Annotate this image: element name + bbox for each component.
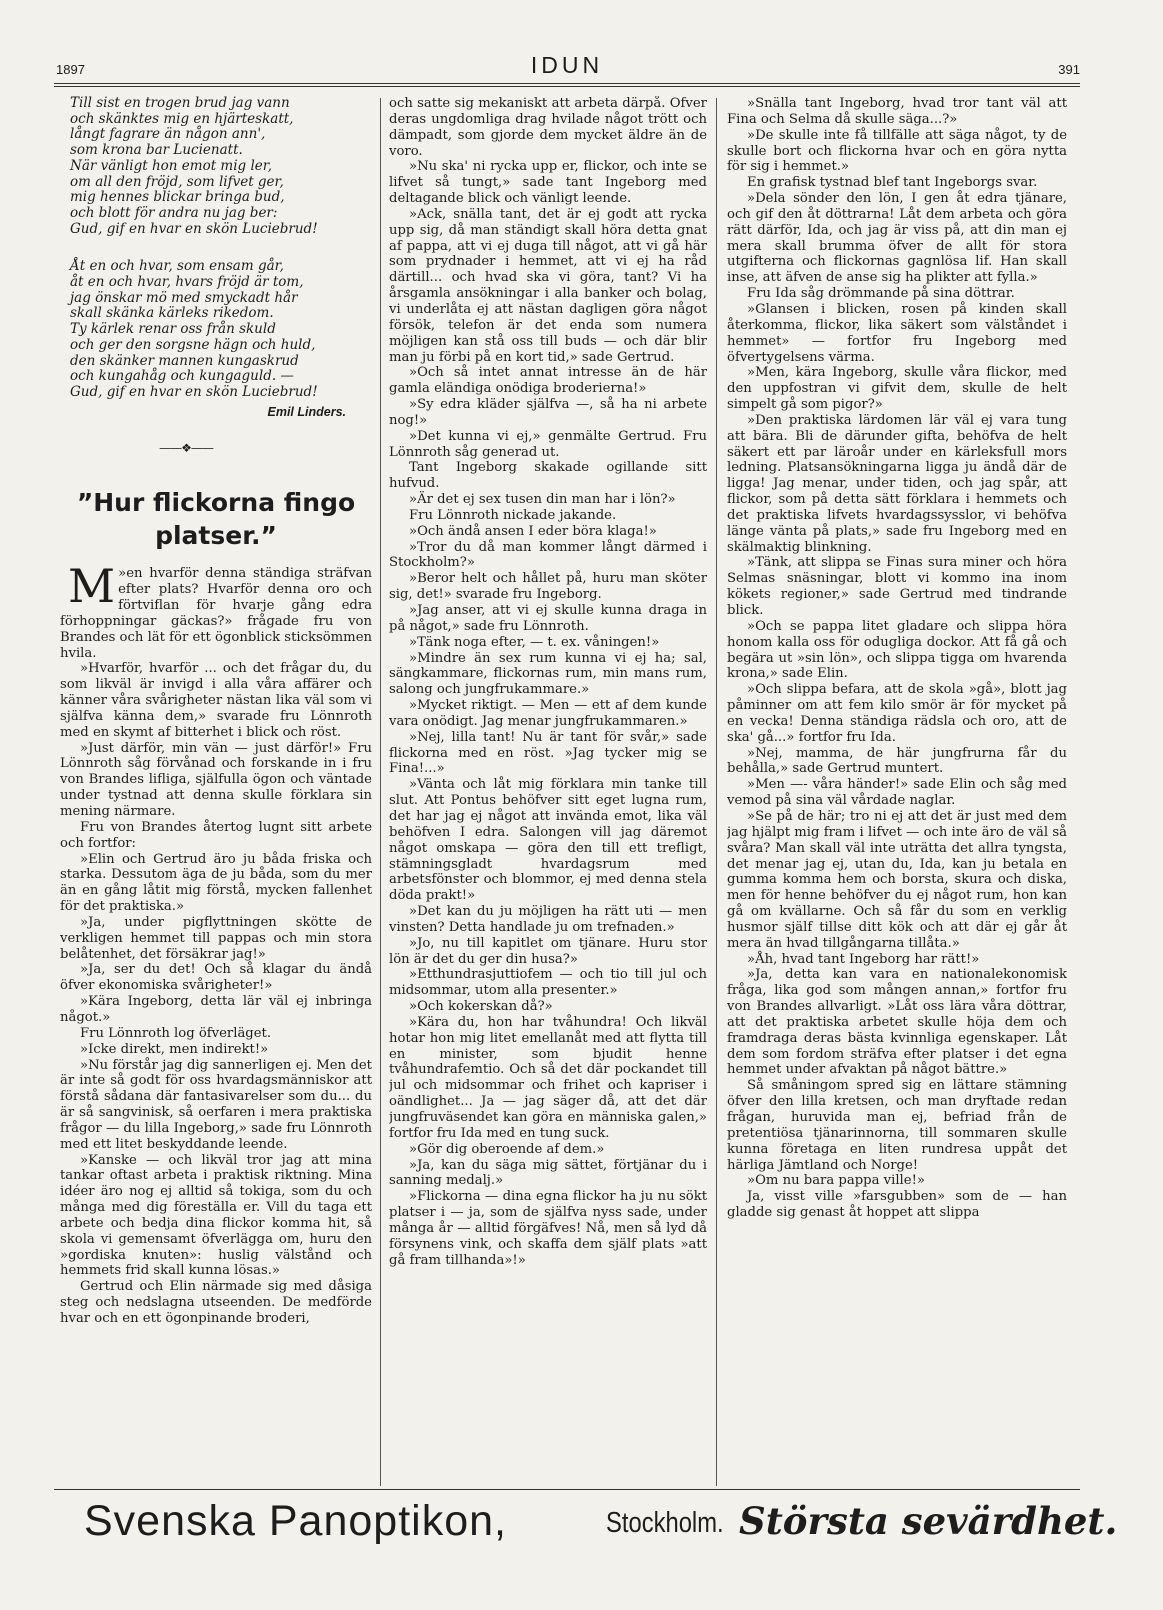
paragraph: »Är det ej sex tusen din man har i lön?» xyxy=(409,492,676,508)
paragraph: »Och så intet annat intresse än de här gamla eländiga onödiga broderierna!» xyxy=(389,365,707,397)
poem-line: När vänligt hon emot mig ler, xyxy=(70,157,273,174)
paragraph: »Se på de här; tro ni ej att det är just med dem jag hjälpt mig fram i lifvet — och inte äro de väl så svåra? Man skall väl inte uträtta det allra tyngsta, det menar jag ej, utan du, Ida, kan ju betala en gumma komma hem och borsta, skura och diska, men för henne behöfver du ej något rum, hon kan gå om kvällarne. Och så får du som en verklig husmor själf tillse ditt kök och att där ej går åt mera än hvad tillgångarna tillåta.» xyxy=(727,808,1067,951)
paragraph: »Men —- våra händer!» sade Elin och såg med vemod på sina väl vårdade naglar. xyxy=(727,777,1067,809)
paragraph: »Ack, snälla tant, det är ej godt att rycka upp sig, då man ständigt skall höra detta gnat af pappa, att vi ej duga till något, att vi gå här som prydnader i hemmet, att vi ej ha råd därtill... och hvad ska vi göra, tant? Vi ha årsgamla ansökningar i alla banker och bolag, vi underlåta ej att nästan dagligen göra något försök, telefon är det enda som numera möjligen kan stå oss till buds — och där blir man ju förbi på en kort tid,» sade Gertrud. xyxy=(389,206,707,365)
paragraph: »Ja, ser du det! Och så klagar du ändå öfver ekonomiska svårigheter!» xyxy=(60,962,372,994)
paragraph: Fru Lönnroth nickade jakande. xyxy=(409,507,617,523)
poem-line: Till sist en trogen brud jag vann xyxy=(70,96,290,111)
paragraph: »Men, kära Ingeborg, skulle våra flickor, med den uppfostran vi gifvit dem, skulle de helt simpelt gå som pigor?» xyxy=(727,365,1067,413)
paragraph: »Hvarför, hvarför ... och det frågar du, du som likväl är invigd i alla våra affärer och känner våra svårigheter nästan lika väl som vi själfva känna dem,» svarade fru Lönnroth med en skymt af bitterhet i blick och röst. xyxy=(60,661,372,740)
paragraph: »Det kunna vi ej,» genmälte Gertrud. Fru Lönnroth såg generad ut. xyxy=(389,428,707,460)
paragraph: Fru Lönnroth log öfverläget. xyxy=(80,1025,272,1041)
paragraph: »Flickorna — dina egna flickor ha ju nu sökt platser i — ja, som de själfva nyss sade, under många år — alltid förgäfves! Nå, men så lyd då försynens vink, och skaffa dem själf plats »att gå fram tillhanda»!» xyxy=(389,1189,707,1268)
opening-quote-mark: » xyxy=(118,566,127,582)
paragraph: »Jo, nu till kapitlet om tjänare. Huru stor lön är det du ger din husa?» xyxy=(389,935,707,967)
paragraph: »De skulle inte få tillfälle att säga något, ty de skulle bort och flickorna hvar och en göra nytta för sig i hemmet.» xyxy=(727,127,1067,175)
paragraph: »Sy edra kläder själfva —, så ha ni arbete nog!» xyxy=(389,397,707,428)
ornament-divider: ——❖—— xyxy=(159,440,213,455)
poem-line: om all den fröjd, som lifvet ger, xyxy=(70,173,284,190)
paragraph: »Dela sönder den lön, I gen åt edra tjänare, och gif den åt döttrarna! Låt dem arbeta och göra rätt därför, Ida, och jag är viss på, att din man ej mera skall brumma öfver de allt för stora utgifterna och flickornas gagnlösa lif. Han skall inse, att äfven de anse sig ha plikter att fylla.» xyxy=(727,191,1067,286)
paragraph: En grafisk tystnad blef tant Ingeborgs svar. xyxy=(747,175,1038,191)
poem-line: Ty kärlek renar oss från skuld xyxy=(70,321,276,338)
paragraph: »Ja, detta kan vara en nationalekonomisk fråga, lika god som mången annan,» fortfor fru von Brandes allvarligt. »Låt oss lära våra döttrar, att det praktiska arbetet skulle höja dem och framdraga deras bästa kvinnliga egenskaper. Låt dem som fordom sträfva efter platser i det egna hemmet under afvaktan på något bättre.» xyxy=(727,967,1067,1078)
article-opening-paragraph: » M en hvarför denna ständiga sträfvan efter plats? Hvarför denna oro och förtviflan för hvarje gång edra förhoppningar gäckas?» frågade fru von Brandes och lät för ett ögonblick sticksömmen hvila. xyxy=(60,559,372,661)
poem-line: åt en och hvar, hvars fröjd är tom, xyxy=(70,274,304,291)
paragraph: »Icke direkt, men indirekt!» xyxy=(80,1041,269,1057)
paragraph: Fru von Brandes återtog lugnt sitt arbete och fortfor: xyxy=(60,819,372,851)
paragraph: »Tänk, att slippa se Finas sura miner och höra Selmas snäsningar, blott vi kommo ina inom kökets regioner,» sade Gertrud med tindrande blick. xyxy=(727,555,1067,618)
poem-line: den skänker mannen kungaskrud xyxy=(70,352,299,369)
paragraph: »Nej, mamma, de här jungfrurna får du behålla,» sade Gertrud muntert. xyxy=(727,745,1067,777)
poem-line: som krona bar Lucienatt. xyxy=(70,142,243,159)
paragraph: »Kanske — och likväl tror jag att mina tankar oftast arbeta i praktisk riktning. Mina idéer äro nog ej alltid så tokiga, som du och många med dig föreställa er. Vill du taga ett arbete och bedja dina flickor komma hit, så skola vi gemensamt öfverlägga om, huru den »gordiska knuten»: huslig välstånd och hemmets frid skall kunna lösas.» xyxy=(60,1152,372,1279)
column-divider xyxy=(716,98,717,1486)
paragraph: »Kära Ingeborg, detta lär väl ej inbringa något.» xyxy=(60,994,372,1025)
poem xyxy=(70,96,372,401)
poem-line: skall skänka kärleks rikedom. xyxy=(70,305,274,322)
advertisement-footer xyxy=(54,1497,1118,1557)
paragraph: »Den praktiska lärdomen lär väl ej vara tung att bära. Bli de därunder gifta, behöfva de helt säkert ett par läroår under en kärleksfull mors ledning. Platsansökningarna ligga ju ändå där de ligga! Jag menar, under tiden, och jag spår, att flickor, som på detta sätt förklara i hemmets och det praktiska lifvets hvardagssysslor, vi behöfva länge vänta på plats,» sade fru Ingeborg med en skälmaktig blinkning. xyxy=(727,412,1067,555)
poem-line: Gud, gif en hvar en skön Luciebrud! xyxy=(70,220,318,237)
column-divider xyxy=(380,98,381,1486)
paragraph: »Snälla tant Ingeborg, hvad tror tant väl att Fina och Selma då skulle säga...?» xyxy=(727,96,1067,127)
paragraph: »Nej, lilla tant! Nu är tant för svår,» sade flickorna med en röst. »Jag tycker mig se Fina!...» xyxy=(389,729,707,777)
poem-line: och skänktes mig en hjärteskatt, xyxy=(70,110,294,127)
paragraph: »Nu ska' ni rycka upp er, flickor, och inte se lifvet så tungt,» sade tant Ingeborg med deltagande blick och vänligt leende. xyxy=(389,159,707,207)
paragraph: »Och ändå ansen I eder böra klaga!» xyxy=(409,523,657,539)
paragraph: »Nu förstår jag dig sannerligen ej. Men det är inte så godt för oss hvardagsmänniskor att förstå sådana där fantasivarelser som du... du är så sangvinisk, så oerfaren i mera praktiska frågor — du lilla Ingeborg,» sade fru Lönnroth med ett litet beskyddande leende. xyxy=(60,1057,372,1152)
drop-cap: M xyxy=(68,559,116,614)
poem-line: och blott för andra nu jag ber: xyxy=(70,204,278,221)
poem-line: och ger den sorgsne hägn och huld, xyxy=(70,336,316,353)
paragraph: »Ja, kan du säga mig sättet, förtjänar du i sanning medalj.» xyxy=(389,1157,707,1189)
paragraph: och satte sig mekaniskt att arbeta därpå. Öfver deras ungdomliga drag hvilade något trött och dämpadt, som gjorde dem mycket äldre än de voro. xyxy=(389,96,707,159)
paragraph: »Mindre än sex rum kunna vi ej ha; sal, sängkammare, flickornas rum, min mans rum, salong och jungfrukammare.» xyxy=(389,650,707,698)
paragraph: »Glansen i blicken, rosen på kinden skall återkomma, flickor, lika säkert som välståndet i hemmet» — fortfor fru Ingeborg med öfvertygelsens värma. xyxy=(727,301,1067,365)
paragraph: »Tror du då man kommer långt därmed i Stockholm?» xyxy=(389,539,707,571)
paragraph: Fru Ida såg drömmande på sina döttrar. xyxy=(747,286,1015,302)
paragraph: »Det kan du ju möjligen ha rätt uti — men vinsten? Detta handlade ju om trefnaden.» xyxy=(389,904,707,935)
article-heading xyxy=(60,486,372,552)
paragraph: »Elin och Gertrud äro ju båda friska och starka. Dessutom äga de ju båda, som du mer än en gång låtit mig förstå, mycken fallenhet för det praktiska.» xyxy=(60,851,372,915)
paragraph: »Just därför, min vän — just därför!» Fru Lönnroth såg förvånad och forskande in i fru von Brandes lifliga, själfulla ögon och väntade under tystnad att denna skulle förklara sin mening närmare. xyxy=(60,740,372,819)
paragraph: Tant Ingeborg skakade ogillande sitt hufvud. xyxy=(389,460,707,492)
poem-line: jag önskar mö med smyckadt hår xyxy=(70,289,298,306)
article-title-line-1: ”Hur flickorna fingo xyxy=(76,488,356,518)
paragraph: »Mycket riktigt. — Men — ett af dem kunde vara onödigt. Jag menar jungfrukammaren.» xyxy=(389,698,707,729)
header-rule-bottom xyxy=(54,86,1080,87)
magazine-title: IDUN xyxy=(530,52,604,78)
paragraph: »Tänk noga efter, — t. ex. våningen!» xyxy=(409,634,660,650)
page-number: 391 xyxy=(1058,62,1080,77)
paragraph: »Etthundrasjuttiofem — och tio till jul och midsommar, utom alla presenter.» xyxy=(389,967,707,999)
paragraph: »Ja, under pigflyttningen skötte de verkligen hemmet till pappas och min stora belåtenhet, det försäkrar jag!» xyxy=(60,914,372,962)
poem-line: och kungahåg och kungaguld. — xyxy=(70,368,294,385)
paragraph: »Beror helt och hållet på, huru man sköter sig, det!» svarade fru Ingeborg. xyxy=(389,571,707,603)
column-3 xyxy=(727,96,1067,1491)
paragraph: Så småningom spred sig en lättare stämning öfver den lilla kretsen, och man dryftade redan frågan, huruvida man ej, befriad från de pretentiösa tjänarinnorna, till sommaren skulle kunna företaga en liten rundresa uppåt det härliga Jämtland och Norge! xyxy=(727,1078,1067,1173)
page-header xyxy=(54,52,1080,82)
poem-line: långt fagrare än någon ann', xyxy=(70,126,266,143)
paragraph: Ja, visst ville »farsgubben» som de — han gladde sig genast åt hoppet att slippa xyxy=(727,1189,1067,1221)
poem-line: Åt en och hvar, som ensam går, xyxy=(70,258,284,275)
advertiser-name: Svenska Panoptikon, xyxy=(84,1497,507,1545)
column-2 xyxy=(389,96,707,1491)
advertisement-slogan: Största sevärdhet. xyxy=(739,1499,1118,1543)
poem-line: Gud, gif en hvar en skön Luciebrud! xyxy=(70,383,318,400)
year: 1897 xyxy=(56,62,85,77)
advertiser-city: Stockholm. xyxy=(606,1507,724,1539)
paragraph: »Och kokerskan då?» xyxy=(409,999,553,1015)
poem-author: Emil Linders. xyxy=(267,404,346,419)
paragraph: Gertrud och Elin närmade sig med dåsiga steg och nedslagna utseenden. De medförde hvar och en ett ögonpinande broderi, xyxy=(60,1279,372,1326)
article-title-line-2: platser.” xyxy=(155,521,277,551)
paragraph: »Gör dig oberoende af dem.» xyxy=(409,1141,605,1157)
header-rule-top xyxy=(54,83,1080,84)
paragraph: »Vänta och låt mig förklara min tanke till slut. Att Pontus behöfver sitt eget lugna rum, det har jag ej något att invända emot, lika väl behöfven I edra. Salongen vill jag däremot något omskapa — göra den till ett trefligt, stämningsgladt hvardagsrum med arbetsfönster och blommor, ej med denna stela döda prakt!» xyxy=(389,777,707,904)
paragraph: »Och se pappa litet gladare och slippa höra honom kalla oss för odugliga dockor. Att få gå och begära ut »sin lön», och slippa tigga om hvarenda krona,» sade Elin. xyxy=(727,618,1067,682)
paragraph: »Kära du, hon har tvåhundra! Och likväl hotar hon mig litet emellanåt med att flytta till en minister, som bjudit henne tvåhundrafemtio. Och så det där pockandet till jul och midsommar och frihet och kapriser i oändlighet... Ja — jag säger då, att det där jungfruväsendet kan göra en människa galen,» fortfor fru Ida med en tung suck. xyxy=(389,1014,707,1141)
column-1 xyxy=(60,96,372,1491)
poem-line: mig hennes blickar bringa bud, xyxy=(70,189,285,206)
paragraph: »Jag anser, att vi ej skulle kunna draga in på något,» sade fru Lönnroth. xyxy=(389,603,707,634)
paragraph: »Åh, hvad tant Ingeborg har rätt!» xyxy=(747,951,980,967)
footer-rule xyxy=(54,1489,1080,1490)
paragraph: »Om nu bara pappa ville!» xyxy=(747,1173,925,1189)
paragraph: »Och slippa befara, att de skola »gå», blott jag påminner om att fem kilo smör är för mycket på en vecka! Denna ständiga rädsla och oro, att de ska' gå...» fortfor fru Ida. xyxy=(727,682,1067,745)
